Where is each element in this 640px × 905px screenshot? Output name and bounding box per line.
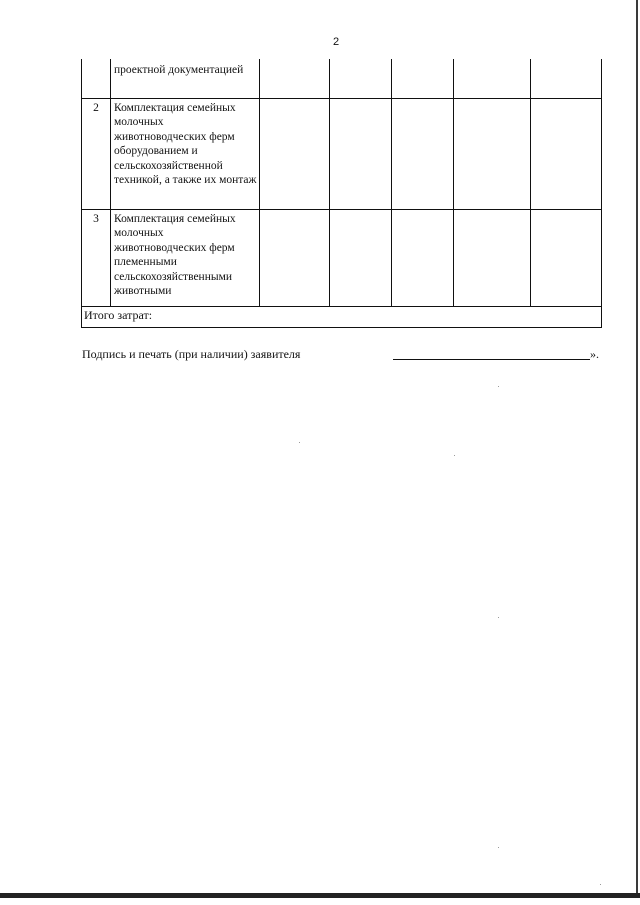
row-number-cell: 2 — [82, 98, 111, 209]
scan-speck — [454, 455, 455, 456]
scan-edge — [636, 0, 638, 893]
scan-speck — [498, 847, 499, 848]
value-cell — [531, 209, 602, 306]
value-cell — [454, 209, 531, 306]
scan-bottom-edge — [0, 893, 640, 898]
scan-speck — [498, 617, 499, 618]
table-row — [82, 59, 602, 98]
total-label: Итого затрат: — [82, 306, 602, 327]
row-description-cell: Комплектация семейных молочных животноводческих ферм оборудованием и сельскохозяйственной техникой, а также их монтаж — [111, 98, 260, 209]
value-cell — [392, 98, 454, 209]
page-number: 2 — [332, 36, 340, 48]
value-cell — [330, 209, 392, 306]
value-cell — [392, 59, 454, 98]
value-cell — [260, 98, 330, 209]
value-cell — [260, 59, 330, 98]
total-row — [82, 306, 602, 327]
row-number-cell: 3 — [82, 209, 111, 306]
value-cell — [392, 209, 454, 306]
value-cell — [531, 98, 602, 209]
value-cell — [330, 59, 392, 98]
row-description-cell: Комплектация семейных молочных животноводческих ферм племенными сельскохозяйственными животными — [111, 209, 260, 306]
table-row — [82, 209, 602, 306]
scan-speck — [299, 442, 300, 443]
scan-speck — [600, 884, 601, 885]
value-cell — [454, 98, 531, 209]
signature-line — [393, 359, 590, 360]
table-row — [82, 98, 602, 209]
value-cell — [454, 59, 531, 98]
cost-table — [81, 59, 602, 328]
value-cell — [260, 209, 330, 306]
signature-label: Подпись и печать (при наличии) заявителя — [82, 347, 301, 361]
scan-speck — [498, 386, 499, 387]
signature-suffix: ». — [590, 347, 599, 361]
value-cell — [531, 59, 602, 98]
row-number-cell — [82, 59, 111, 98]
value-cell — [330, 98, 392, 209]
row-description-cell: проектной документацией — [111, 59, 260, 98]
